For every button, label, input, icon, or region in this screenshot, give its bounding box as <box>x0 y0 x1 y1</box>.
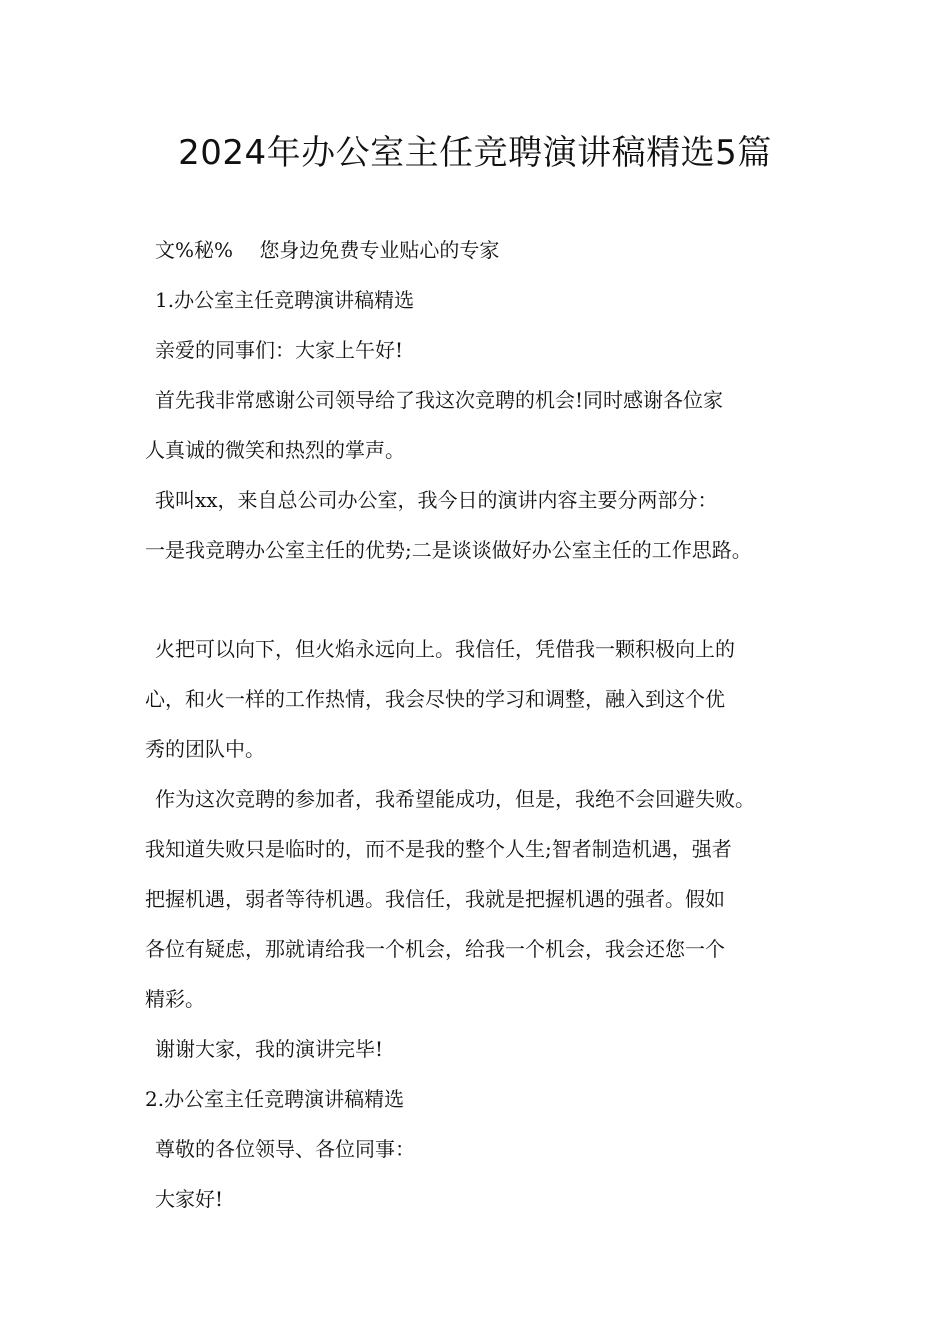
paragraph-line: 作为这次竞聘的参加者，我希望能成功，但是，我绝不会回避失败。 <box>155 787 755 811</box>
document-title: 2024年办公室主任竞聘演讲稿精选5篇 <box>178 133 772 173</box>
paragraph-line: 亲爱的同事们：大家上午好! <box>155 338 404 362</box>
source-line: 文%秘% 您身边免费专业贴心的专家 <box>155 238 500 262</box>
paragraph-line: 我叫xx，来自总公司办公室，我今日的演讲内容主要分两部分： <box>155 488 718 512</box>
paragraph-line: 心，和火一样的工作热情，我会尽快的学习和调整，融入到这个优 <box>145 687 725 711</box>
paragraph-line: 各位有疑虑，那就请给我一个机会，给我一个机会，我会还您一个 <box>145 937 725 961</box>
paragraph-line: 人真诚的微笑和热烈的掌声。 <box>145 438 405 462</box>
paragraph-line: 我知道失败只是临时的，而不是我的整个人生;智者制造机遇，强者 <box>145 837 732 861</box>
paragraph-line: 把握机遇，弱者等待机遇。我信任，我就是把握机遇的强者。假如 <box>145 887 725 911</box>
paragraph-line: 秀的团队中。 <box>145 737 265 761</box>
section-heading-2: 2.办公室主任竞聘演讲稿精选 <box>145 1087 405 1111</box>
paragraph-line: 一是我竞聘办公室主任的优势;二是谈谈做好办公室主任的工作思路。 <box>145 538 752 562</box>
paragraph-line: 大家好! <box>155 1187 224 1211</box>
paragraph-line: 火把可以向下，但火焰永远向上。我信任，凭借我一颗积极向上的 <box>155 637 735 661</box>
paragraph-line: 精彩。 <box>145 987 205 1011</box>
paragraph-line: 尊敬的各位领导、各位同事： <box>155 1137 415 1161</box>
section-heading-1: 1.办公室主任竞聘演讲稿精选 <box>155 288 415 312</box>
paragraph-line: 首先我非常感谢公司领导给了我这次竞聘的机会!同时感谢各位家 <box>155 388 724 412</box>
paragraph-line: 谢谢大家，我的演讲完毕! <box>155 1037 384 1061</box>
